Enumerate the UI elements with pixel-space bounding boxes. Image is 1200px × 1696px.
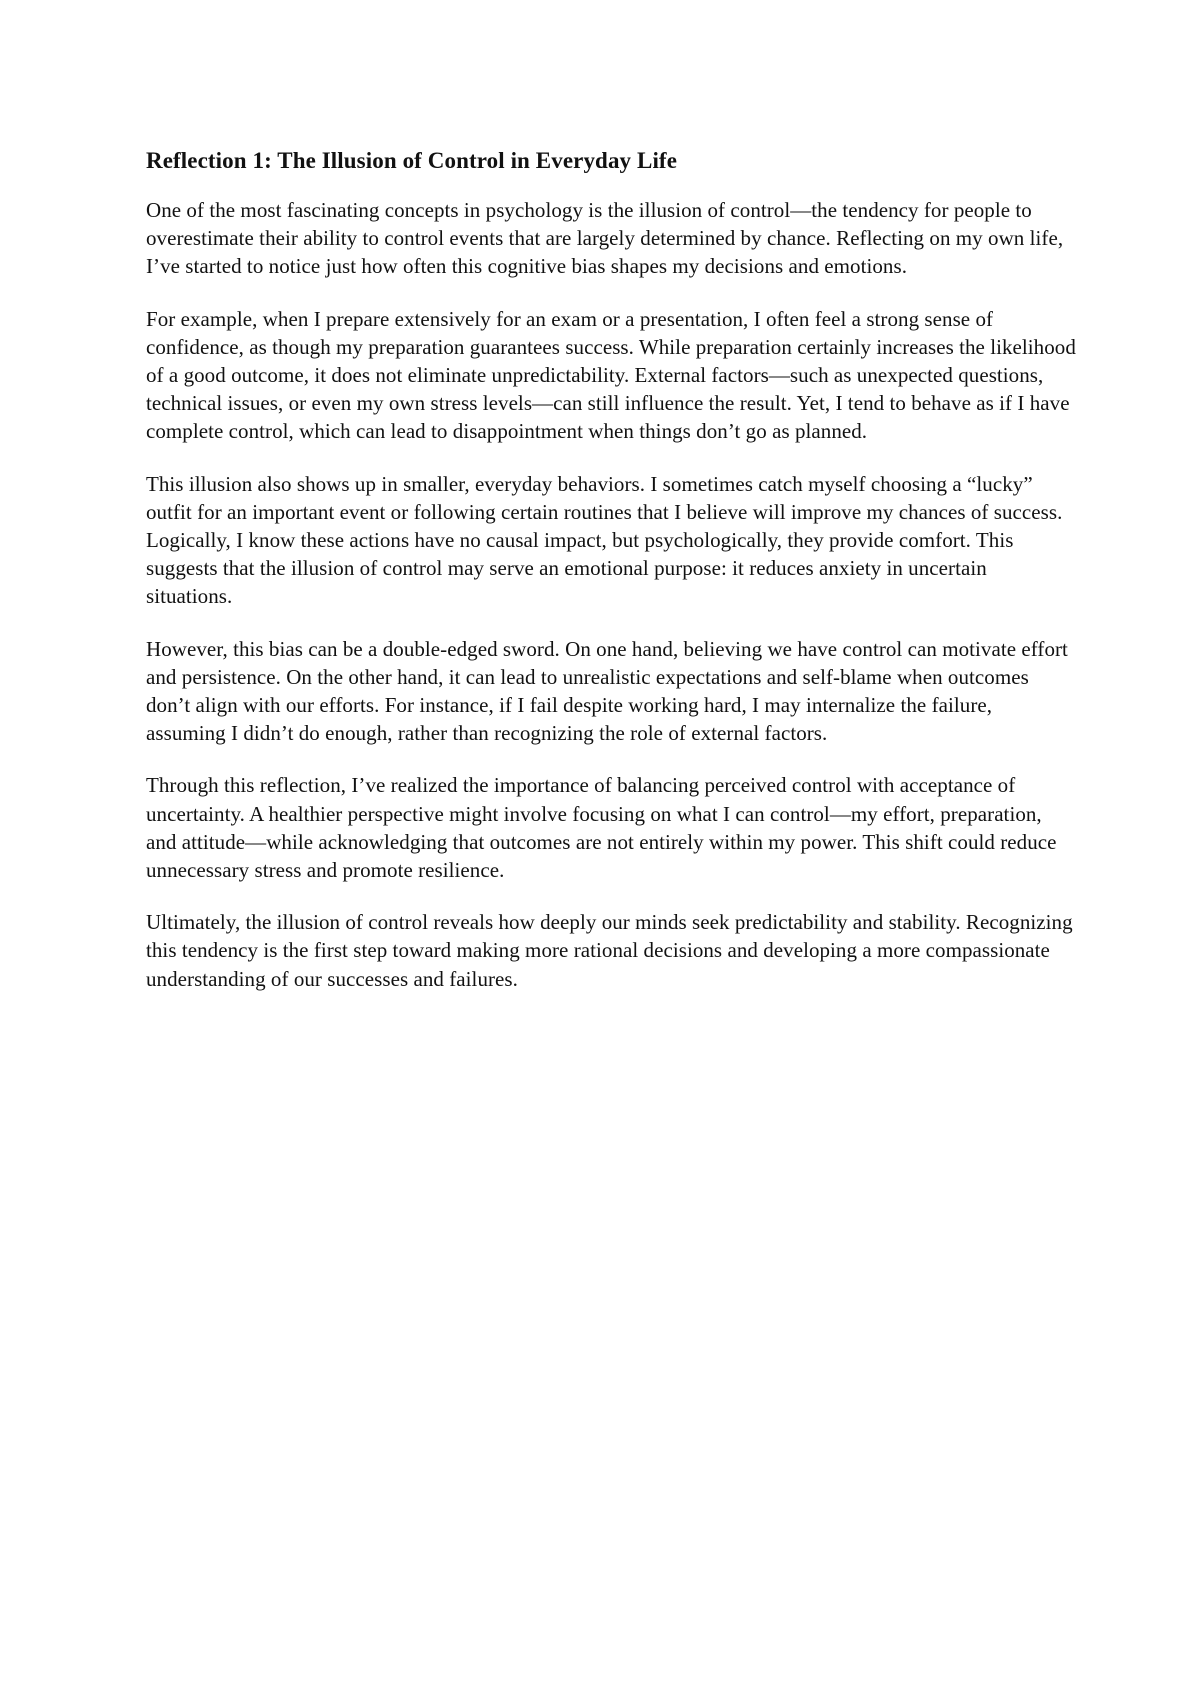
paragraph-conclusion: Ultimately, the illusion of control reveals how deeply our minds seek predictability and stability. Recognizing this tendency is the first step toward making more rational decisions and developing a more compassionate understanding of our successes and failures. [146,910,1073,991]
paragraph-balance: Through this reflection, I’ve realized the importance of balancing perceived control with acceptance of uncertainty. A healthier perspective might involve focusing on what I can control—my effort, preparation, and attitude—while acknowledging that outcomes are not entirely within my power. This shift could reduce unnecessary stress and promote resilience. [146,773,1057,883]
paragraph-double-edged: However, this bias can be a double-edged sword. On one hand, believing we have control can motivate effort and persistence. On the other hand, it can lead to unrealistic expectations and self-blame when outcomes don’t align with our efforts. For instance, if I fail despite working hard, I may internalize the failure, assuming I didn’t do enough, rather than recognizing the role of external factors. [146,636,1068,746]
paragraph-intro: One of the most fascinating concepts in psychology is the illusion of control—the tendency for people to overestimate their ability to control events that are largely determined by chance. Reflecting on my own life, I’ve started to notice just how often this cognitive bias shapes my decisions and emotions. [146,198,1064,279]
document-title: Reflection 1: The Illusion of Control in Everyday Life [146,148,677,173]
paragraph-everyday-behaviors: This illusion also shows up in smaller, everyday behaviors. I sometimes catch myself choosing a “lucky” outfit for an important event or following certain routines that I believe will improve my chances of success. Logically, I know these actions have no causal impact, but psychologically, they provide comfort. This suggests that the illusion of control may serve an emotional purpose: it reduces anxiety in uncertain situations. [146,471,1063,609]
document-body [146,146,1076,993]
paragraph-example: For example, when I prepare extensively for an exam or a presentation, I often feel a strong sense of confidence, as though my preparation guarantees success. While preparation certainly increases the likelihood of a good outcome, it does not eliminate unpredictability. External factors—such as unexpected questions, technical issues, or even my own stress levels—can still influence the result. Yet, I tend to behave as if I have complete control, which can lead to disappointment when things don’t go as planned. [146,306,1076,444]
